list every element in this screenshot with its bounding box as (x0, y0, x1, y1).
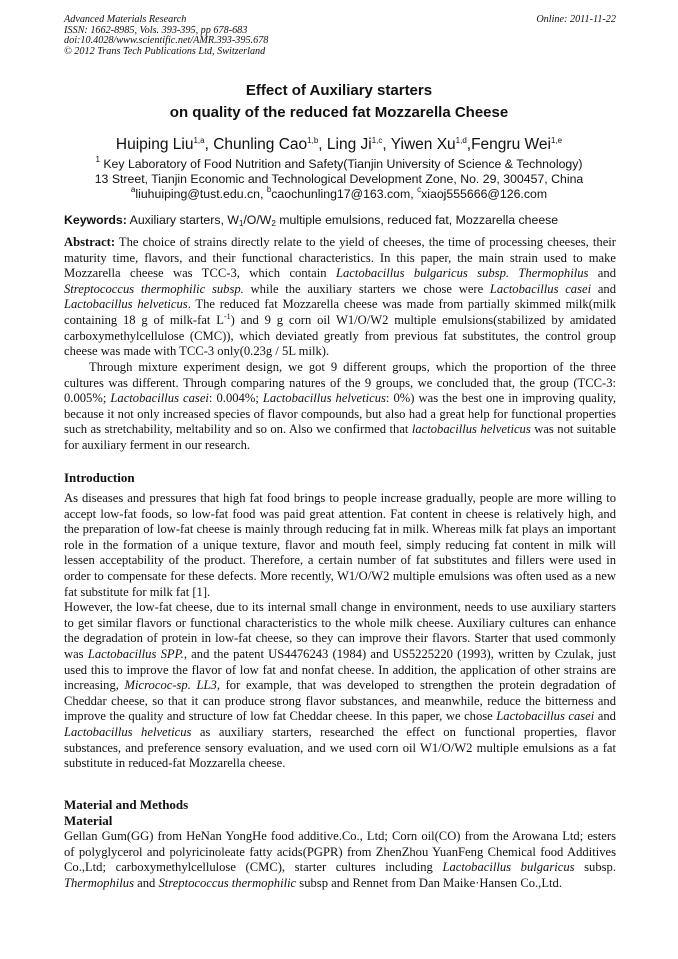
intro-text: as auxiliary starters, researched the effect on functional properties, flavor substances, and preference sensory evaluation, and we used corn oil W1/O/W2 multiple emulsions as a fat substitute in reduced-fat Mozzarella cheese. (64, 724, 616, 771)
author-name: Yiwen Xu (390, 136, 456, 153)
species-name: Micrococ-sp. LL3 (124, 678, 217, 693)
keywords-label: Keywords: (64, 213, 127, 227)
email-address[interactable]: liuhuiping@tust.edu.cn (135, 187, 260, 201)
issn-line: ISSN: 1662-8985, Vols. 393-395, pp 678-683 (64, 24, 248, 36)
author-separator: , (318, 136, 327, 153)
material-text: and (133, 875, 159, 890)
intro-text: and (594, 709, 616, 724)
email-address[interactable]: caochunling17@163.com (271, 187, 411, 201)
intro-text: As diseases and pressures that high fat food brings to people increase gradually, people are more willing to accept low-fat foods, so low-fat food was paid great attention. Fat content in cheese is relatively high, and the preparation of low-fat cheese is mainly through reducing fat in milk. Whereas milk fat plays an important role in the formation of a unique texture, flavor and mouth feel, simply reducing fat content in milk will lessen acceptability of the product. Therefore, a certain number of fat substitutes and fillers were used in order to compensate for these defects. More recently, W1/O/W2 multiple emulsions was often used as a new fat substitute for milk fat [1]. (64, 491, 616, 599)
intro-text: , for example, that was developed to strengthen the protein degradation of Cheddar cheese, so that it can produce strong flavor substances, and meanwhile, reduce the bitterness and improve the quality and structure of low fat Cheddar cheese. In this paper, we chose (64, 678, 616, 724)
email-address[interactable]: xiaoj555666@126.com (421, 187, 548, 201)
species-name: Streptococcus thermophilic subsp. (64, 281, 244, 296)
species-name: Thermophilus (64, 875, 134, 890)
keywords-text: Auxiliary starters, W (126, 213, 239, 227)
email-separator: , (259, 187, 267, 201)
introduction-body (64, 491, 616, 772)
email-separator: , (410, 187, 418, 201)
species-name: Lactobacillus casei (110, 391, 209, 406)
keywords-text: multiple emulsions, reduced fat, Mozzarella cheese (275, 213, 559, 227)
abstract-text: was not suitable for auxiliary ferment in our research. (64, 422, 617, 452)
journal-name: Advanced Materials Research (64, 14, 187, 25)
material-text: Gellan Gum(GG) from HeNan YongHe food additive.Co., Ltd; Corn oil(CO) from the Arowana Ltd; esters of polyglycerol and polyricinoleate fatty acids(PGPR) from ZhenZhou YuanFeng Chemical food Additives Co.,Ltd; carboxymethylcellulose (CMC), starter cultures including (64, 829, 616, 875)
paper-title-line-1: Effect of Auxiliary starters (245, 82, 433, 99)
author-list (0, 136, 678, 154)
keywords-subscript: 1 (238, 219, 244, 228)
abstract-label: Abstract: (64, 235, 116, 249)
subsection-heading-material: Material (64, 813, 113, 828)
species-name: Lactobacillus helveticus (64, 297, 188, 312)
species-name: lactobacillus helveticus (411, 422, 531, 437)
intro-text: However, the low-fat cheese, due to its internal small change in environment, needs to use auxiliary starters to get similar flavors or functional characteristics to the whole milk cheese. Auxiliary cultures can enhance the degradation of protein in low-fat cheese, so they can improve their flavors. Starter that used commonly was (64, 600, 616, 661)
abstract-paragraph-2 (64, 360, 616, 454)
unit-exponent: -1 (223, 311, 231, 321)
author-separator: , (466, 136, 472, 153)
abstract-text: and (591, 281, 616, 296)
affiliation-text: Key Laboratory of Food Nutrition and Safety(Tianjin University of Science & Technology) (99, 157, 583, 171)
abstract-paragraph-1 (64, 235, 616, 360)
abstract-text: while the auxiliary starters we chose were (243, 281, 490, 296)
author-affiliation-mark: 1,d (455, 136, 467, 145)
affiliation-line-2: 13 Street, Tianjin Economic and Technological Development Zone, No. 29, 300457, China (94, 172, 584, 186)
author-name: Huiping Liu (115, 136, 194, 153)
abstract-text: : 0%) was the best one in improving quality, because it not only increased species of flavor compounds, but also had a great help for functional properties such as stretchability, meltability and so on. Also we confirmed that (64, 391, 616, 437)
intro-text: , and the patent US4476243 (1984) and US5225220 (1993), written by Czulak, just used this to improve the flavor of low fat and nonfat cheese. In addition, the application of other strains are increasing, (64, 646, 617, 693)
material-text: subsp. (574, 860, 616, 875)
material-text: subsp and Rennet from Dan Maike·Hansen Co.,Ltd. (296, 875, 562, 890)
species-name: Lactobacillus helveticus (64, 724, 192, 739)
species-name: Streptococcus thermophilic (158, 875, 297, 890)
abstract-text: The choice of strains directly relate to the yield of cheeses, the time of processing cheeses, their maturity time, flavors, and their functional characteristics. In this paper, the main strain used to make Mozzarella cheese was TCC-3, which contain (64, 235, 616, 281)
abstract-text: . The reduced fat Mozzarella cheese was made from partially skimmed milk(milk containing 18 g of milk-fat L (64, 297, 616, 327)
section-heading-introduction: Introduction (64, 470, 135, 485)
email-mark: a (130, 185, 136, 194)
species-name: Lactobacillus casei (489, 281, 592, 296)
species-name: Lactobacillus bulgaricus (442, 860, 575, 875)
species-name: Lactobacillus bulgaricus subsp. Thermophilus (335, 266, 589, 281)
abstract-text: and (588, 266, 616, 281)
publication-header (64, 15, 616, 57)
abstract-text: ) and 9 g corn oil W1/O/W2 multiple emulsions(stabilized by amidated carboxymethylcellulose (CMC)), which deviated greatly from previous fat substitutes, the control group cheese was made with TCC-3 only(0.23g / 5L milk). (64, 312, 616, 359)
copyright-line: © 2012 Trans Tech Publications Ltd, Switzerland (64, 45, 266, 57)
paper-title-line-2: on quality of the reduced fat Mozzarella Cheese (169, 104, 509, 121)
species-name: Lactobacillus casei (496, 709, 595, 724)
affiliation-line-1 (0, 157, 678, 171)
abstract-text: Through mixture experiment design, we got 9 different groups, which the proportion of the three cultures was different. Through comparing natures of the 9 groups, we concluded that, the group (TCC-3: 0.005%; (64, 360, 616, 406)
section-heading-methods: Material and Methods (64, 797, 189, 812)
email-mark: b (266, 185, 272, 194)
author-name: Fengru Wei (471, 136, 551, 153)
author-separator: , (204, 136, 214, 153)
online-date: Online: 2011-11-22 (536, 14, 616, 25)
author-affiliation-mark: 1,a (193, 136, 205, 145)
species-name: Lactobacillus SPP. (87, 646, 184, 661)
author-affiliation-mark: 1,c (371, 136, 383, 145)
keywords-subscript: 2 (271, 219, 276, 228)
author-name: Chunling Cao (213, 136, 308, 153)
email-mark: c (417, 185, 422, 194)
author-emails (0, 187, 678, 201)
doi-line[interactable]: doi:10.4028/www.scientific.net/AMR.393-395.678 (64, 35, 269, 47)
author-name: Ling Ji (326, 136, 372, 153)
species-name: Lactobacillus helveticus (262, 391, 386, 406)
abstract-text: : 0.004%; (208, 391, 263, 406)
author-affiliation-mark: 1,b (307, 136, 319, 145)
material-body (64, 829, 616, 891)
keywords (64, 213, 616, 227)
affiliation-marker: 1 (95, 155, 100, 164)
author-affiliation-mark: 1,e (550, 136, 563, 145)
keywords-text: /O/W (243, 213, 272, 227)
author-separator: , (382, 136, 391, 153)
